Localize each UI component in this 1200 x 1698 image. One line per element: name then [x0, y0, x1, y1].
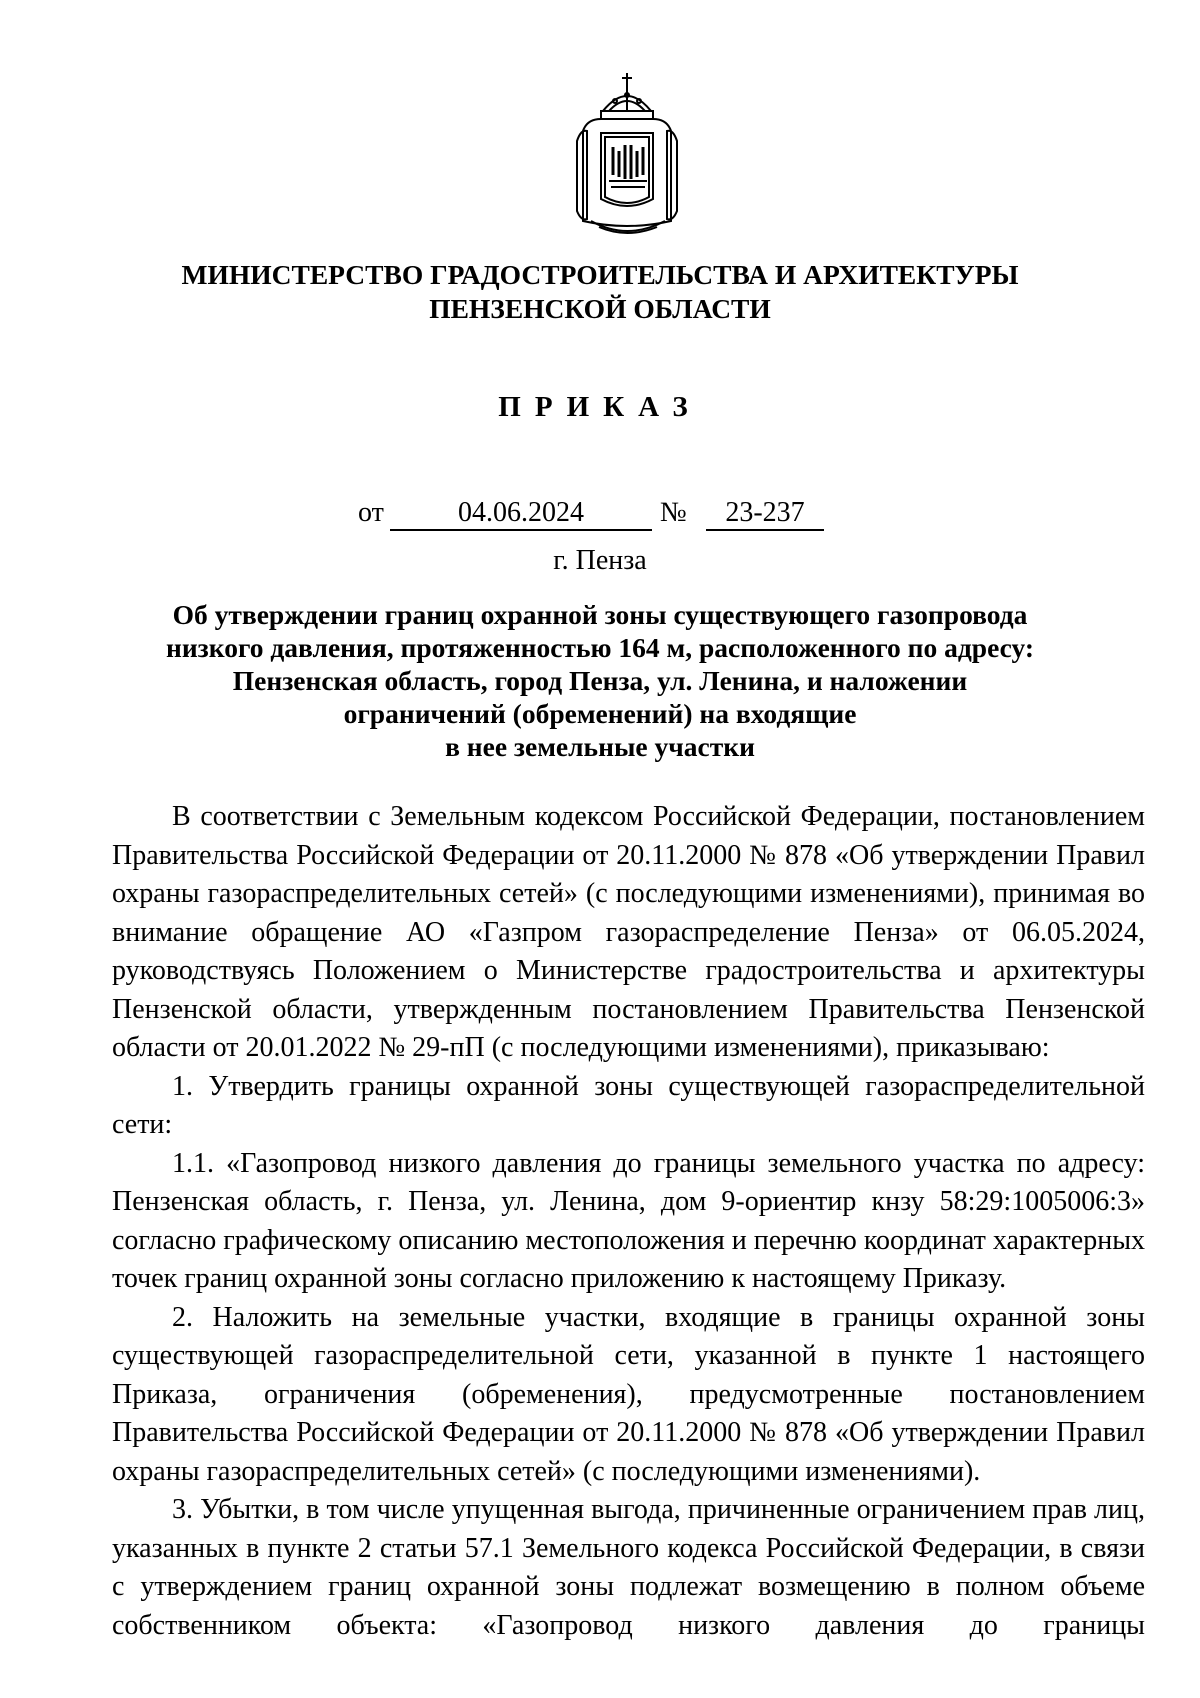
paragraph-item-3: 3. Убытки, в том числе упущенная выгода, причиненные ограничением прав лиц, указанных в пункте 2 статьи 57.1 Земельного кодекса Российской Федерации, в связи с утверждением границ охранной зоны подлежат возмещению в полном объеме собственником объекта: «Газопровод низкого давления до границы: [112, 1494, 1145, 1641]
title-line: низкого давления, протяженностью 164 м, расположенного по адресу:: [165, 632, 1034, 663]
title-line: ограничений (обременений) на входящие: [343, 698, 857, 729]
coat-of-arms-icon: [573, 71, 681, 236]
ministry-heading: [0, 258, 1200, 326]
paragraph-item-1-1: 1.1. «Газопровод низкого давления до границы земельного участка по адресу: Пензенская область, г. Пенза, ул. Ленина, дом 9-ориентир кнзу 58:29:1005006:3» согласно графическому описанию местоположения и перечню координат характерных точек границ охранной зоны согласно приложению к настоящему Приказу.: [112, 1147, 1145, 1294]
title-line: Пензенская область, город Пенза, ул. Ленина, и наложении: [232, 665, 968, 696]
order-date: 04.06.2024: [390, 494, 652, 531]
paragraph-preamble: В соответствии с Земельным кодексом Российской Федерации, постановлением Правительства Российской Федерации от 20.11.2000 № 878 «Об утверждении Правил охраны газораспределительных сетей» (с последующими изменениями), принимая во внимание обращение АО «Газпром газораспределение Пенза» от 06.05.2024, руководствуясь Положением о Министерстве градостроительства и архитектуры Пензенской области, утвержденным постановлением Правительства Пензенской области от 20.01.2022 № 29-пП (с последующими изменениями), приказываю:: [112, 801, 1145, 1063]
order-body: [112, 798, 1145, 1645]
order-title: [150, 598, 1050, 763]
ministry-line-2: ПЕНЗЕНСКОЙ ОБЛАСТИ: [429, 293, 771, 324]
number-prefix: №: [660, 497, 687, 528]
order-number: 23-237: [706, 494, 824, 531]
document-type: ПРИКАЗ: [498, 391, 702, 423]
title-line: Об утверждении границ охранной зоны существующего газопровода: [172, 599, 1028, 630]
title-line: в нее земельные участки: [445, 731, 755, 762]
paragraph-item-1: 1. Утвердить границы охранной зоны существующей газораспределительной сети:: [112, 1070, 1145, 1140]
date-prefix: от: [358, 497, 384, 528]
order-place: г. Пенза: [553, 545, 647, 576]
paragraph-item-2: 2. Наложить на земельные участки, входящие в границы охранной зоны существующей газораспределительной сети, указанной в пункте 1 настоящего Приказа, ограничения (обременения), предусмотренные постановлением Правительства Российской Федерации от 20.11.2000 № 878 «Об утверждении Правил охраны газораспределительных сетей» (с последующими изменениями).: [112, 1301, 1145, 1487]
ministry-line-1: МИНИСТЕРСТВО ГРАДОСТРОИТЕЛЬСТВА И АРХИТЕКТУРЫ: [181, 259, 1019, 290]
